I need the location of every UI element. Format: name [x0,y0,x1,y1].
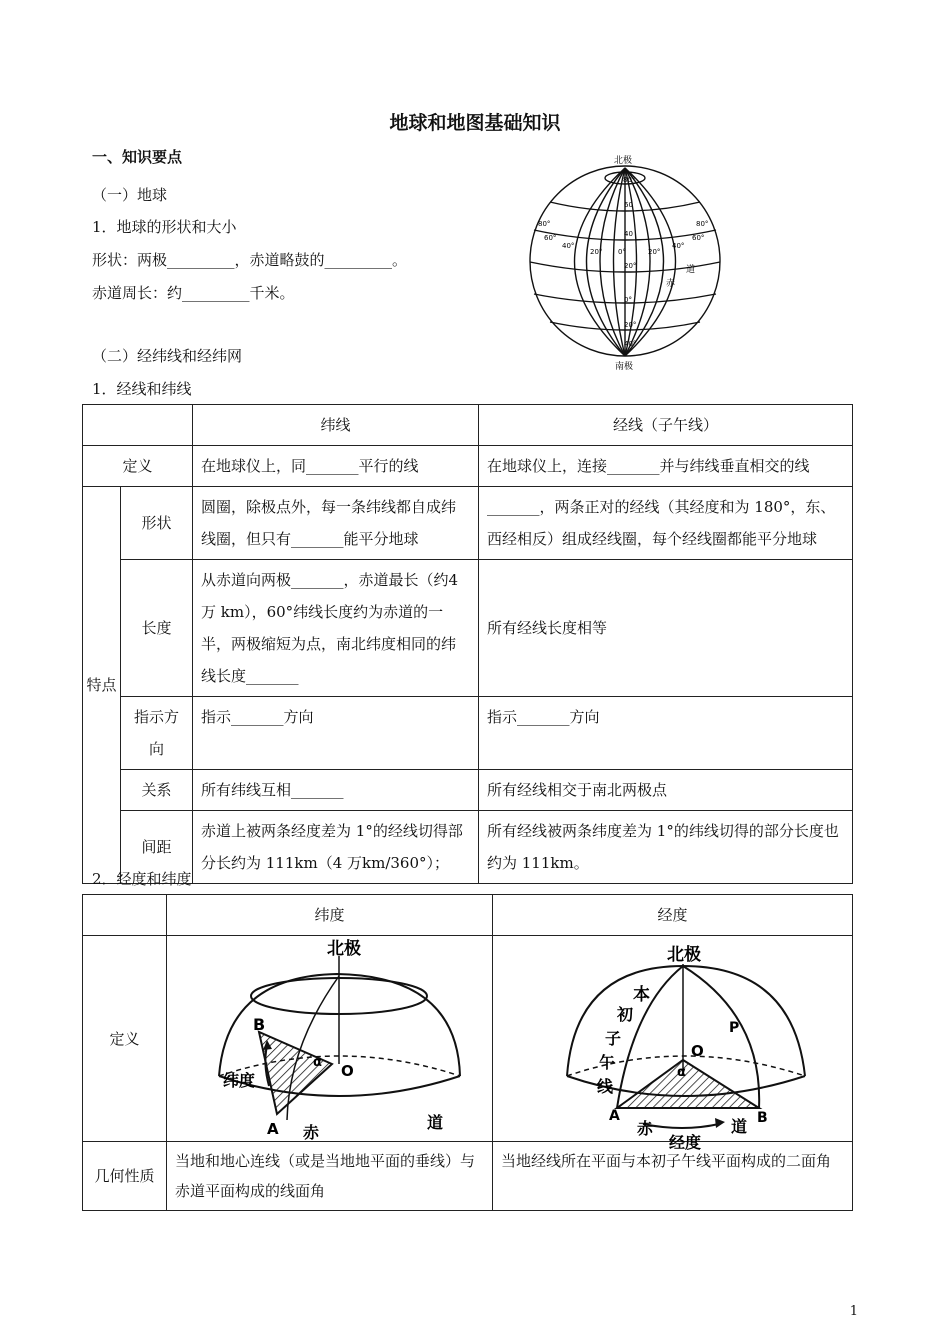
lon-label: 40° [672,242,685,250]
subsection-graticule: （二）经纬线和经纬网 [92,347,243,365]
lat-label: 0° [624,296,632,304]
row-label-relation: 关系 [121,770,193,811]
lat-fig-O: O [341,1062,354,1080]
lat-label: 20° [624,262,637,270]
lat-fig-B: B [253,1015,266,1034]
row-label-length: 长度 [121,560,193,697]
row-label-direction: 指示方向 [121,697,193,770]
cell-lat-length: 从赤道向两极_______，赤道最长（约4 万 km），60°纬线长度约为赤道的一半，两极缩短为点，南北纬度相同的纬线长度_______ [193,560,479,697]
lon-fig-chi: 赤 [637,1119,654,1138]
longitude-diagram [493,936,853,1152]
lat-fig-dao: 道 [427,1113,444,1132]
lon-fig-P: P [729,1020,740,1036]
lon-fig-alpha: α [677,1065,686,1080]
header-longitude-line: 经线（子午线） [479,405,853,446]
globe-south: 南极 [615,362,634,372]
header-longitude: 经度 [493,895,853,936]
lon-label: 80° [538,220,551,228]
row-label-definition: 定义 [83,936,167,1142]
lat-fig-wei: 纬度 [223,1071,256,1090]
lon-label: 40° [562,242,575,250]
lon-fig-prime: 初 [617,1005,634,1024]
lon-fig-jing: 经度 [669,1133,702,1152]
lon-fig-dao: 道 [731,1117,748,1136]
cell-lon-length: 所有经线长度相等 [479,560,853,697]
cell-lat-geometry: 当地和地心连线（或是当地地平面的垂线）与赤道平面构成的线面角 [167,1142,493,1211]
shape-line: 形状：两极_________，赤道略鼓的_________。 [92,251,408,269]
cell-lat-shape: 圆圈，除极点外，每一条纬线都自成纬线圈，但只有_______能平分地球 [193,487,479,560]
latitude-diagram [167,936,493,1141]
corner-cell [83,405,193,446]
longitude-figure-cell [493,936,853,1152]
cell-lon-geometry: 当地经线所在平面与本初子午线平面构成的二面角 [493,1142,853,1211]
globe-figure [520,150,730,372]
latitude-figure-cell [167,936,493,1142]
lon-fig-B: B [757,1110,768,1126]
lon-label: 80° [696,220,709,228]
lon-fig-A: A [609,1108,620,1124]
degrees-table [82,894,853,1211]
item-shape-size: 1．地球的形状和大小 [92,218,237,236]
lat-fig-alpha: α [313,1055,322,1070]
lon-fig-prime: 午 [599,1053,616,1072]
equator-char: 道 [686,265,696,275]
cell-lat-relation: 所有纬线互相_______ [193,770,479,811]
lat-fig-chi: 赤 [303,1123,320,1142]
subsection-earth: （一）地球 [92,186,168,204]
lon-label: 60° [692,234,705,242]
row-label-shape: 形状 [121,487,193,560]
cell-lat-direction: 指示_______方向 [193,697,479,770]
lon-fig-prime: 线 [597,1077,614,1096]
lon-fig-prime: 子 [605,1029,622,1048]
cell-lon-spacing: 所有经线被两条纬度差为 1°的纬线切得的部分长度也约为 111km。 [479,811,853,884]
item-degrees: 2．经度和纬度 [92,870,192,888]
lat-fig-north: 北极 [327,939,361,959]
header-latitude: 纬度 [167,895,493,936]
lat-label: 60 [624,201,633,209]
page-number: 1 [849,1304,858,1319]
row-label-geometry: 几何性质 [83,1142,167,1211]
lon-label: 20° [590,248,603,256]
lat-fig-A: A [267,1120,279,1138]
globe-top-label: 80° [623,176,636,184]
corner-cell [83,895,167,936]
lon-label: 0° [618,248,626,256]
cell-lon-relation: 所有经线相交于南北两极点 [479,770,853,811]
row-label-definition: 定义 [83,446,193,487]
lat-label: 40 [624,230,633,238]
lon-fig-north: 北极 [667,945,701,965]
equator-char: 赤 [666,279,676,289]
row-group-features: 特点 [83,487,121,884]
header-latitude-line: 纬线 [193,405,479,446]
lon-label: 60° [544,234,557,242]
cell-lat-spacing: 赤道上被两条经度差为 1°的经线切得部分长约为 111km（4 万km/360°）； [193,811,479,884]
cell-lat-definition: 在地球仪上，同_______平行的线 [193,446,479,487]
lat-label: 20° [624,321,637,329]
row-label-spacing: 间距 [121,811,193,884]
section-heading: 一、知识要点 [92,148,183,166]
page-title: 地球和地图基础知识 [389,112,561,134]
equator-line: 赤道周长：约_________千米。 [92,284,295,302]
lon-label: 20° [648,248,661,256]
lon-fig-O: O [691,1042,704,1060]
globe-north: 北极 [614,156,633,166]
cell-lon-shape: _______，两条正对的经线（其经度和为 180°，东、西经相反）组成经线圈，每个经线圈都能平分地球 [479,487,853,560]
lon-fig-prime: 本 [633,985,650,1005]
item-lines: 1．经线和纬线 [92,380,192,398]
lines-table [82,404,853,884]
lat-label: 40° [624,340,637,348]
cell-lon-definition: 在地球仪上，连接_______并与纬线垂直相交的线 [479,446,853,487]
cell-lon-direction: 指示_______方向 [479,697,853,770]
